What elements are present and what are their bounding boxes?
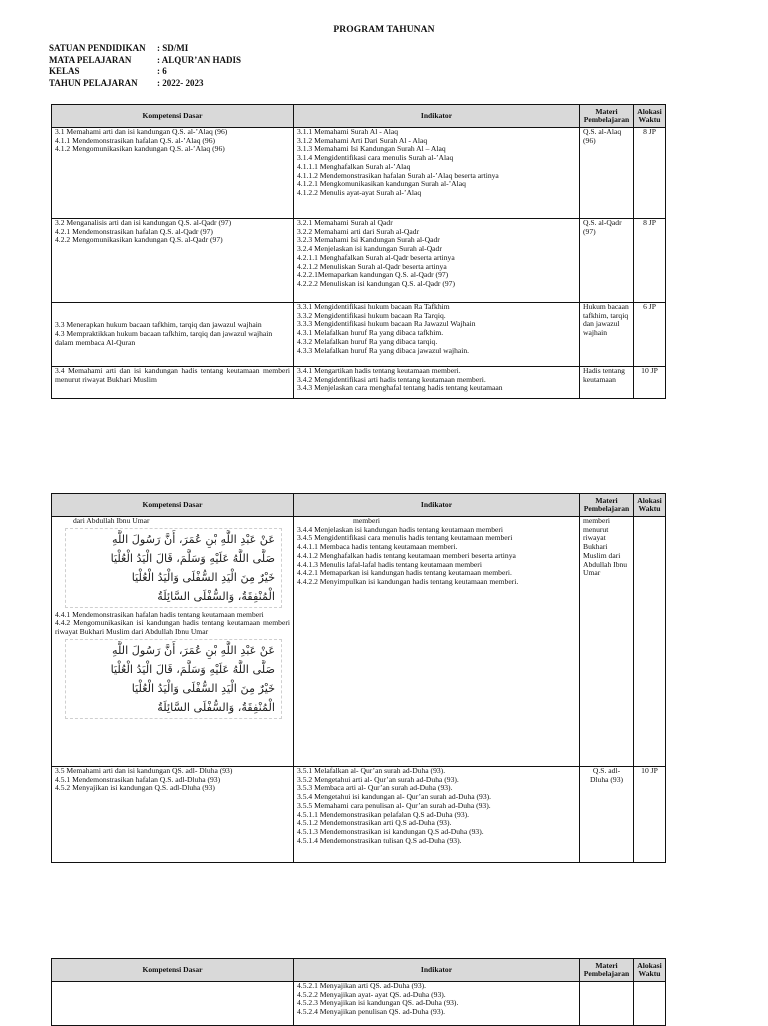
materi-cell: Q.S. adl- Dluha (93) [580, 767, 634, 863]
kd-cell [52, 982, 294, 1026]
indikator-cell: 3.2.1 Memahami Surah al Qadr 3.2.2 Memahami arti dari Surah al-Qadr 3.2.3 Memahami Isi Kandungan Surah al-Qadr 3.2.4 Menjelaskan isi kandungan Surah al-Qadr 4.2.1.1 Menghafalkan Surah al-Qadr beserta artinya 4.2.1.2 Menuliskan Surah al-Qadr beserta artinya 4.2.2.1Memaparkan kandungan Q.S. al-Qadr (97) 4.2.2.2 Menuliskan isi kandungan Q.S. al-Qadr (97) [294, 219, 580, 303]
materi-cell: memberi menurut riwayat Bukhari Muslim dari Abdullah Ibnu Umar [580, 517, 634, 767]
materi-cell: Hukum bacaan tafkhim, tarqiq dan jawazul wajhain [580, 303, 634, 367]
hadith-line: صَلَّى اللَّهُ عَلَيْهِ وَسَلَّمَ، قَالَ الْيَدُ الْعُلْيَا [110, 662, 275, 676]
kd-cell: 3.3 Menerapkan hukum bacaan tafkhim, tarqiq dan jawazul wajhain 4.3 Mempraktikkan hukum bacaan tafkhim, tarqiq dan jawazul wajhain dalam membaca Al-Quran [52, 303, 294, 367]
hadith-arabic-block [65, 639, 282, 719]
table-row [52, 128, 666, 219]
meta-value: : 6 [157, 66, 167, 76]
meta-value: : SD/MI [157, 43, 189, 53]
table-row [52, 303, 666, 367]
header-materi: Materi Pembelajaran [580, 105, 634, 128]
kd-cell: 3.4 Memahami arti dan isi kandungan hadis tentang keutamaan memberi menurut riwayat Bukhari Muslim [52, 367, 294, 399]
kd-cell: 3.5 Memahami arti dan isi kandungan QS. adl- Dluha (93) 4.5.1 Mendemonstrasikan hafalan Q.S. adl-Dluha (93) 4.5.2 Menyajikan isi kandungan Q.S. adl-Dluha (93) [52, 767, 294, 863]
hadith-line: خَيْرٌ مِنَ الْيَدِ السُّفْلَى وَالْيَدُ الْعُلْيَا [131, 570, 275, 584]
materi-cell: Q.S. al-Qadr (97) [580, 219, 634, 303]
indikator-cell: 4.5.2.1 Menyajikan arti QS. ad-Duha (93). 4.5.2.2 Menyajikan ayat- ayat QS. ad-Duha (93). 4.5.2.3 Menyajikan isi kandungan QS. ad-Duha (93). 4.5.2.4 Menyajikan penulisan QS. ad-Duha (93). [294, 982, 580, 1026]
meta-row [49, 55, 241, 67]
document-meta [49, 43, 241, 89]
kd-cell: 3.2 Menganalisis arti dan isi kandungan Q.S. al-Qadr (97) 4.2.1 Mendemonstrasikan hafalan Q.S. al-Qadr (97) 4.2.2 Mengomunikasikan kandungan Q.S. al-Qadr (97) [52, 219, 294, 303]
table-row [52, 767, 666, 863]
indikator-cell: 3.1.1 Memahami Surah Al - Alaq 3.1.2 Memahami Arti Dari Surah Al - Alaq 3.1.3 Memahami Isi Kandungan Surah Al – Alaq 3.1.4 Mengidentifikasi cara menulis Surah al-’Alaq 4.1.1.1 Menghafalkan Surah al-’Alaq 4.1.1.2 Mendemonstrasikan hafalan Surah al-’Alaq beserta artinya 4.1.2.1 Mengkomunikasikan kandungan Surah al-’Alaq 4.1.2.2 Menulis ayat-ayat Surah al-’Alaq [294, 128, 580, 219]
meta-label: KELAS [49, 66, 80, 76]
waktu-cell: 10 JP [634, 367, 666, 399]
table-row [52, 367, 666, 399]
meta-label: MATA PELAJARAN [49, 54, 132, 65]
hadith-line: عَنْ عَبْدِ اللَّهِ بْنِ عُمَرَ، أَنَّ رَسُولَ اللَّهِ [111, 643, 275, 657]
table-row [52, 982, 666, 1026]
waktu-cell: 10 JP [634, 767, 666, 863]
waktu-cell: 8 JP [634, 128, 666, 219]
header-indikator: Indikator [294, 105, 580, 128]
materi-cell [580, 982, 634, 1026]
table-header-row [52, 494, 666, 517]
meta-row [49, 66, 241, 78]
kd-cell: 3.1 Memahami arti dan isi kandungan Q.S. al-’Alaq (96) 4.1.1 Mendemonstrasikan hafalan Q.S. al-’Alaq (96) 4.1.2 Mengomunikasikan kandungan Q.S. al-’Alaq (96) [52, 128, 294, 219]
indikator-cell: 3.4.1 Mengartikan hadis tentang keutamaan memberi. 3.4.2 Mengidentifikasi arti hadis tentang keutamaan memberi. 3.4.3 Menjelaskan cara menghafal tentang hadis tentang keutamaan [294, 367, 580, 399]
kd-cell: dari Abdullah Ibnu Umar عَنْ عَبْدِ اللَّهِ بْنِ عُمَرَ، أَنَّ رَسُولَ اللَّهِ صَلَّى اللَّهُ عَلَيْهِ وَسَلَّمَ، قَالَ الْيَدُ الْعُلْيَا خَيْرٌ مِنَ الْيَدِ السُّفْلَى وَالْيَدُ الْعُلْيَا الْمُنْفِقَةُ، وَالسُّفْلَى السَّائِلَةُ 4.4.1 Mendemonstrasikan hafalan hadis tentang keutamaan memberi 4.4.2 Mengomunikasikan isi kandungan hadis tentang keutamaan memberi riwayat Bukhari Muslim dari Abdullah Ibnu Umar عَنْ عَبْدِ اللَّهِ بْنِ عُمَرَ، أَنَّ رَسُولَ اللَّهِ صَلَّى اللَّهُ عَلَيْهِ وَسَلَّمَ، قَالَ الْيَدُ الْعُلْيَا خَيْرٌ مِنَ الْيَدِ السُّفْلَى وَالْيَدُ الْعُلْيَا الْمُنْفِقَةُ، وَالسُّفْلَى السَّائِلَةُ [52, 517, 294, 767]
meta-row [49, 43, 241, 55]
indikator-cell: memberi 3.4.4 Menjelaskan isi kandungan hadis tentang keutamaan memberi 3.4.5 Mengidentifikasi cara menulis hadis tentang keutamaan memberi 4.4.1.1 Membaca hadis tentang keutamaan memberi. 4.4.1.2 Menghafalkan hadis tentang keutamaan memberi beserta artinya 4.4.1.3 Menulis lafal-lafal hadis tentang keutamaan memberi 4.4.2.1 Memaparkan isi kandungan hadis tentang keutamaan memberi. 4.4.2.2 Menyimpulkan isi kandungan hadis tentang keutamaan memberi. [294, 517, 580, 767]
indikator-cell: 3.5.1 Melafalkan al- Qur’an surah ad-Duha (93). 3.5.2 Mengetahui arti al- Qur’an surah ad-Duha (93). 3.5.3 Membaca arti al- Qur’an surah ad-Duha (93). 3.5.4 Mengetahui isi kandungan al- Qur’an surah ad-Duha (93). 3.5.5 Memahami cara penulisan al- Qur’an surah ad-Duha (93). 4.5.1.1 Mendemonstrasikan pelafalan Q.S ad-Duha (93). 4.5.1.2 Mendemonstrasikan arti Q.S ad-Duha (93). 4.5.1.3 Mendemonstrasikan isi kandungan Q.S ad-Duha (93). 4.5.1.4 Mendemonstrasikan tulisan Q.S ad-Duha (93). [294, 767, 580, 863]
table-header-row [52, 105, 666, 128]
waktu-cell: 6 JP [634, 303, 666, 367]
materi-cell: Q.S. al-Alaq (96) [580, 128, 634, 219]
waktu-cell: 8 JP [634, 219, 666, 303]
waktu-cell [634, 517, 666, 767]
header-alokasi: Alokasi Waktu [634, 494, 666, 517]
meta-label: TAHUN PELAJARAN [49, 77, 138, 88]
program-table-1 [51, 104, 666, 399]
hadith-arabic-block [65, 528, 282, 608]
meta-row [49, 78, 241, 90]
table-row [52, 219, 666, 303]
hadith-line: صَلَّى اللَّهُ عَلَيْهِ وَسَلَّمَ، قَالَ الْيَدُ الْعُلْيَا [110, 551, 275, 565]
page-title: PROGRAM TAHUNAN [333, 25, 435, 35]
meta-value: : 2022- 2023 [157, 77, 204, 88]
indikator-cell: 3.3.1 Mengidentifikasi hukum bacaan Ra Tafkhim 3.3.2 Mengidentifikasi hukum bacaan Ra Tarqiq. 3.3.3 Mengidentifikasi hukum bacaan Ra Jawazul Wajhain 4.3.1 Melafalkan huruf Ra yang dibaca tafkhim. 4.3.2 Melafalkan huruf Ra yang dibaca tarqiq. 4.3.3 Melafalkan huruf Ra yang dibaca jawazul wajhain. [294, 303, 580, 367]
header-kompetensi-dasar: Kompetensi Dasar [52, 959, 294, 982]
header-kompetensi-dasar: Kompetensi Dasar [52, 494, 294, 517]
header-materi: Materi Pembelajaran [580, 494, 634, 517]
table-header-row [52, 959, 666, 982]
header-alokasi: Alokasi Waktu [634, 105, 666, 128]
header-indikator: Indikator [294, 959, 580, 982]
program-table-2 [51, 493, 666, 863]
meta-value: : ALQUR’AN HADIS [157, 54, 242, 65]
table-row [52, 517, 666, 767]
program-table-3 [51, 958, 666, 1026]
hadith-line: عَنْ عَبْدِ اللَّهِ بْنِ عُمَرَ، أَنَّ رَسُولَ اللَّهِ [111, 532, 275, 546]
hadith-line: خَيْرٌ مِنَ الْيَدِ السُّفْلَى وَالْيَدُ الْعُلْيَا [131, 681, 275, 695]
header-materi: Materi Pembelajaran [580, 959, 634, 982]
meta-label: SATUAN PENDIDIKAN [49, 43, 146, 53]
hadith-line: الْمُنْفِقَةُ، وَالسُّفْلَى السَّائِلَةُ [157, 700, 275, 714]
waktu-cell [634, 982, 666, 1026]
header-alokasi: Alokasi Waktu [634, 959, 666, 982]
header-indikator: Indikator [294, 494, 580, 517]
materi-cell: Hadis tentang keutamaan [580, 367, 634, 399]
header-kompetensi-dasar: Kompetensi Dasar [52, 105, 294, 128]
hadith-line: الْمُنْفِقَةُ، وَالسُّفْلَى السَّائِلَةُ [157, 589, 275, 603]
